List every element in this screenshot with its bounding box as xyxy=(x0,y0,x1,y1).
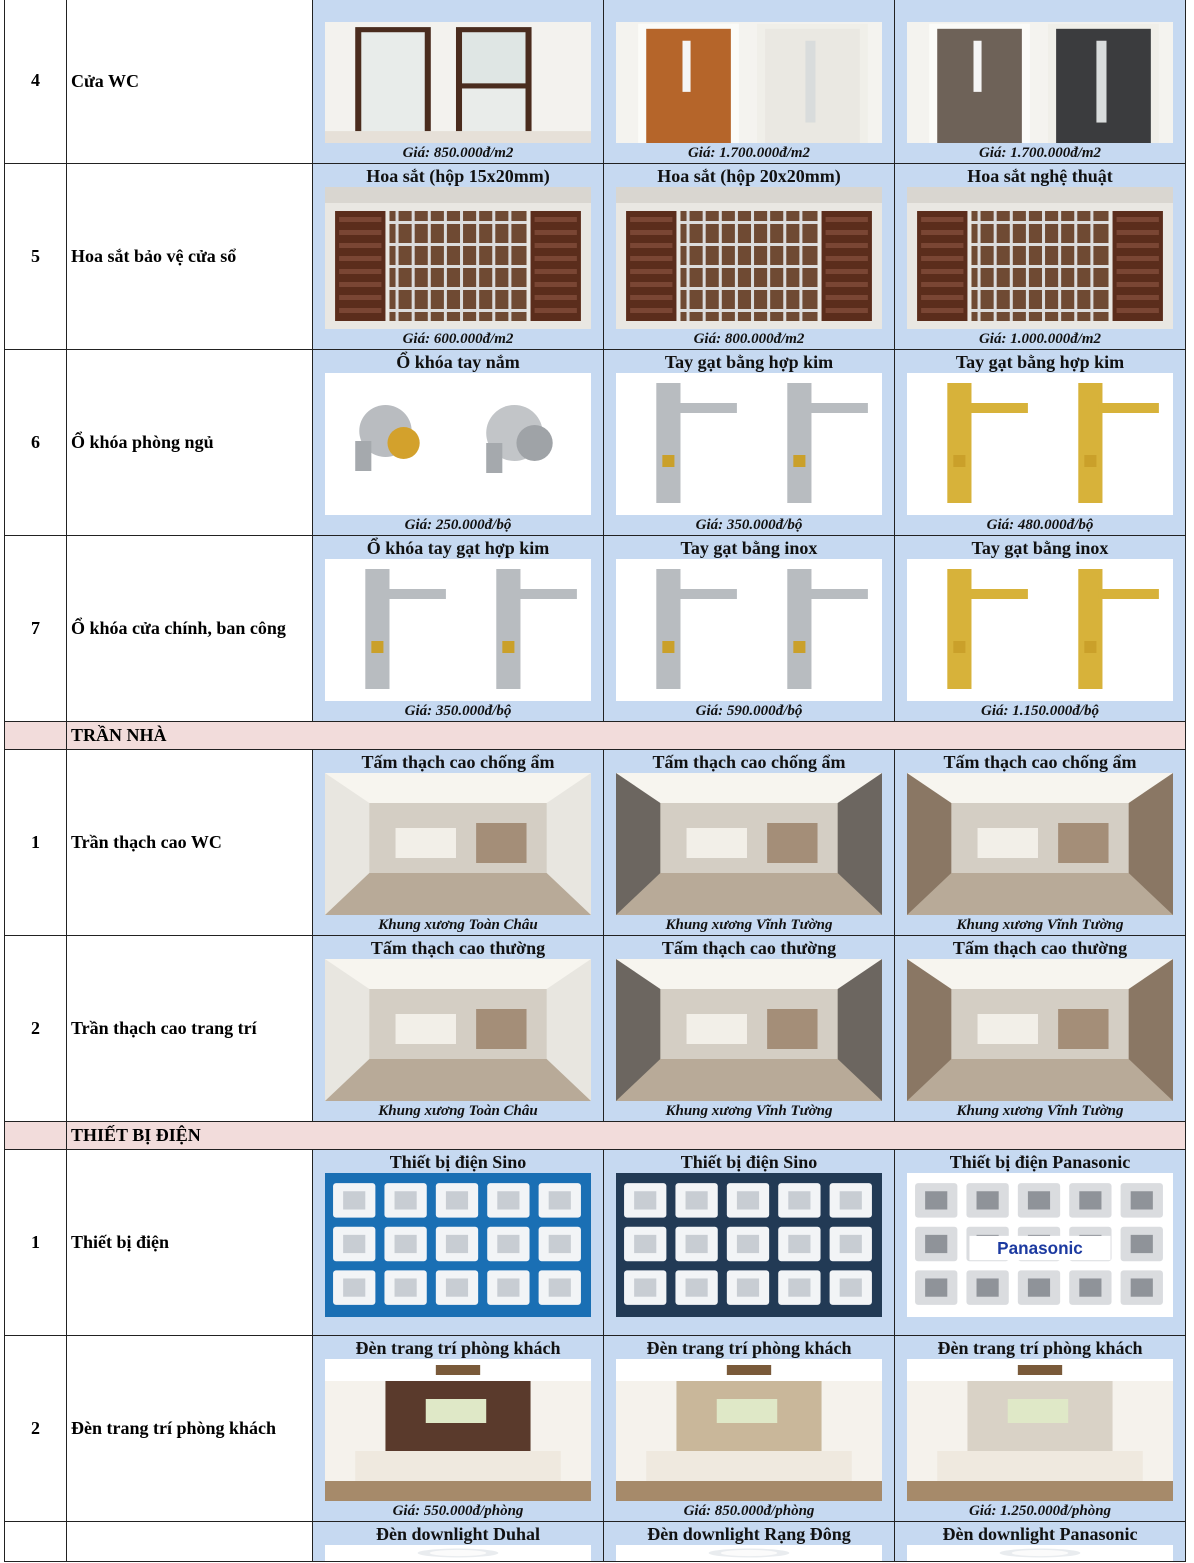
price-caption: Giá: 1.700.000đ/m2 xyxy=(687,144,811,161)
product-option xyxy=(313,1149,604,1335)
knob-lock-icon xyxy=(325,373,591,515)
product-price-table xyxy=(4,0,1186,1562)
product-option xyxy=(313,0,604,163)
price-caption: Giá: 350.000đ/bộ xyxy=(404,702,512,719)
downlight-icon xyxy=(325,1545,591,1561)
option-title: Tay gạt bằng hợp kim xyxy=(955,351,1125,372)
option-title: Ổ khóa tay gạt hợp kim xyxy=(366,537,550,558)
item-name: Ổ khóa phòng ngủ xyxy=(67,349,313,535)
product-option xyxy=(313,163,604,349)
window-grille-icon xyxy=(325,187,591,329)
price-caption: Giá: 1.150.000đ/bộ xyxy=(981,702,1099,719)
item-name: Cửa WC xyxy=(67,0,313,163)
price-caption: Khung xương Vĩnh Tường xyxy=(665,1102,833,1119)
downlight-icon xyxy=(907,1545,1173,1561)
product-option xyxy=(604,349,895,535)
product-option xyxy=(895,349,1186,535)
price-caption: Giá: 1.250.000đ/phòng xyxy=(968,1502,1112,1519)
price-caption: Giá: 800.000đ/m2 xyxy=(693,330,805,347)
product-option xyxy=(895,935,1186,1121)
option-title: Tấm thạch cao chống ẩm xyxy=(652,751,846,772)
section-title: THIẾT BỊ ĐIỆN xyxy=(67,1121,1186,1149)
table-row xyxy=(5,749,1186,935)
product-option xyxy=(604,535,895,721)
option-title: Ổ khóa tay nắm xyxy=(396,351,520,372)
switch-panel-icon xyxy=(616,1173,882,1317)
lever-lock-icon xyxy=(616,373,882,515)
option-title: Thiết bị điện Sino xyxy=(680,1151,818,1172)
price-caption: Giá: 850.000đ/phòng xyxy=(683,1502,815,1519)
price-caption: Khung xương Vĩnh Tường xyxy=(665,916,833,933)
ceiling-room-icon xyxy=(616,959,882,1101)
table-row xyxy=(5,0,1186,163)
product-option xyxy=(895,163,1186,349)
price-caption: Khung xương Toàn Châu xyxy=(378,916,538,933)
lever-lock-icon xyxy=(616,559,882,701)
row-number xyxy=(5,1521,67,1561)
table-row xyxy=(5,349,1186,535)
row-number: 2 xyxy=(5,935,67,1121)
price-caption: Giá: 250.000đ/bộ xyxy=(404,516,512,533)
window-grille-icon xyxy=(616,187,882,329)
ceiling-room-icon xyxy=(907,773,1173,915)
item-name: Trần thạch cao trang trí xyxy=(67,935,313,1121)
option-title: Tay gạt bằng inox xyxy=(971,537,1109,558)
ceiling-room-icon xyxy=(907,959,1173,1101)
section-row xyxy=(5,1121,1186,1149)
row-number: 1 xyxy=(5,749,67,935)
product-option xyxy=(604,163,895,349)
table-row xyxy=(5,1335,1186,1521)
table-row xyxy=(5,935,1186,1121)
ceiling-room-icon xyxy=(616,773,882,915)
row-number: 7 xyxy=(5,535,67,721)
item-name: Đèn trang trí phòng khách xyxy=(67,1335,313,1521)
living-room-light-icon xyxy=(907,1359,1173,1501)
product-option xyxy=(604,1335,895,1521)
lever-lock-icon xyxy=(907,373,1173,515)
option-title: Thiết bị điện Sino xyxy=(389,1151,527,1172)
living-room-light-icon xyxy=(616,1359,882,1501)
option-title: Hoa sắt nghệ thuật xyxy=(967,165,1113,186)
option-title: Hoa sắt (hộp 20x20mm) xyxy=(657,165,841,186)
product-option xyxy=(895,535,1186,721)
price-caption: Khung xương Vĩnh Tường xyxy=(956,916,1124,933)
item-name xyxy=(67,1521,313,1561)
price-caption: Giá: 850.000đ/m2 xyxy=(402,144,514,161)
price-caption: Giá: 550.000đ/phòng xyxy=(392,1502,524,1519)
item-name: Hoa sắt bảo vệ cửa sổ xyxy=(67,163,313,349)
option-title: Thiết bị điện Panasonic xyxy=(949,1151,1131,1172)
glass-door-icon xyxy=(325,22,591,143)
product-option xyxy=(604,935,895,1121)
product-option xyxy=(313,1521,604,1561)
option-title: Tấm thạch cao thường xyxy=(952,937,1128,958)
price-caption: Khung xương Vĩnh Tường xyxy=(956,1102,1124,1119)
row-number: 5 xyxy=(5,163,67,349)
table-row xyxy=(5,535,1186,721)
product-option xyxy=(313,1335,604,1521)
ceiling-room-icon xyxy=(325,773,591,915)
window-grille-icon xyxy=(907,187,1173,329)
option-title: Tấm thạch cao chống ẩm xyxy=(361,751,555,772)
item-name: Thiết bị điện xyxy=(67,1149,313,1335)
product-option xyxy=(313,749,604,935)
product-option xyxy=(895,1149,1186,1335)
lever-lock-icon xyxy=(325,559,591,701)
option-title: Đèn trang trí phòng khách xyxy=(937,1337,1143,1358)
section-spacer xyxy=(5,1121,67,1149)
table-row xyxy=(5,163,1186,349)
product-option xyxy=(604,749,895,935)
product-option xyxy=(895,1521,1186,1561)
wood-door-icon xyxy=(616,22,882,143)
row-number: 6 xyxy=(5,349,67,535)
price-caption: Giá: 350.000đ/bộ xyxy=(695,516,803,533)
switch-panel-icon xyxy=(325,1173,591,1317)
price-caption: Giá: 480.000đ/bộ xyxy=(986,516,1094,533)
option-title: Tấm thạch cao thường xyxy=(370,937,546,958)
option-title: Tay gạt bằng hợp kim xyxy=(664,351,834,372)
price-caption: Giá: 1.700.000đ/m2 xyxy=(978,144,1102,161)
product-option xyxy=(313,349,604,535)
ceiling-room-icon xyxy=(325,959,591,1101)
option-title: Tấm thạch cao thường xyxy=(661,937,837,958)
price-caption: Giá: 1.000.000đ/m2 xyxy=(978,330,1102,347)
product-option xyxy=(313,935,604,1121)
item-name: Ổ khóa cửa chính, ban công xyxy=(67,535,313,721)
product-option xyxy=(895,1335,1186,1521)
product-option xyxy=(895,749,1186,935)
price-caption: Khung xương Toàn Châu xyxy=(378,1102,538,1119)
option-title: Tay gạt bằng inox xyxy=(680,537,818,558)
price-caption: Giá: 600.000đ/m2 xyxy=(402,330,514,347)
downlight-icon xyxy=(616,1545,882,1561)
option-title: Đèn downlight Rạng Đông xyxy=(647,1523,851,1544)
table-row xyxy=(5,1149,1186,1335)
product-option xyxy=(313,535,604,721)
product-option xyxy=(604,1521,895,1561)
living-room-light-icon xyxy=(325,1359,591,1501)
option-title: Tấm thạch cao chống ẩm xyxy=(943,751,1137,772)
table-row xyxy=(5,1521,1186,1561)
item-name: Trần thạch cao WC xyxy=(67,749,313,935)
section-spacer xyxy=(5,721,67,749)
row-number: 4 xyxy=(5,0,67,163)
option-title: Đèn downlight Panasonic xyxy=(942,1523,1138,1544)
wood-door-icon xyxy=(907,22,1173,143)
price-caption: Giá: 590.000đ/bộ xyxy=(695,702,803,719)
product-option xyxy=(604,1149,895,1335)
option-title: Đèn trang trí phòng khách xyxy=(646,1337,852,1358)
svg-text:Panasonic: Panasonic xyxy=(997,1237,1083,1258)
product-option xyxy=(895,0,1186,163)
row-number: 1 xyxy=(5,1149,67,1335)
option-title: Đèn trang trí phòng khách xyxy=(355,1337,561,1358)
lever-lock-icon xyxy=(907,559,1173,701)
option-title: Hoa sắt (hộp 15x20mm) xyxy=(366,165,550,186)
section-row xyxy=(5,721,1186,749)
section-title: TRẦN NHÀ xyxy=(67,721,1186,749)
option-title: Đèn downlight Duhal xyxy=(375,1523,541,1544)
product-option xyxy=(604,0,895,163)
row-number: 2 xyxy=(5,1335,67,1521)
switch-panel-icon xyxy=(907,1173,1173,1317)
